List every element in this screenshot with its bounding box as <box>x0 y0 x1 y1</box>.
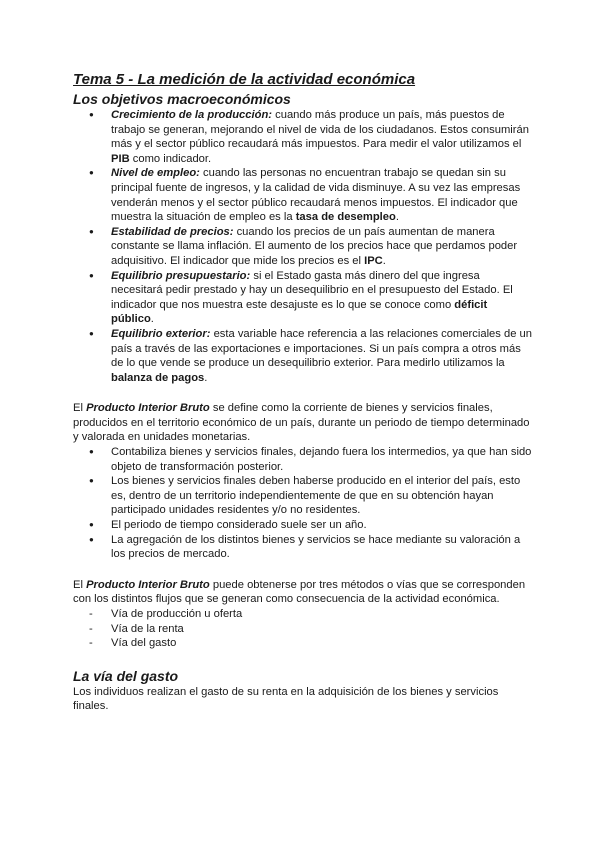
list-item: ● Equilibrio presupuestario: si el Estado gasta más dinero del que ingresa necesitará pedir prestado y hay un desequilibrio en el presupuesto del Estado. El indicador que nos muestra este desajuste es lo que se conoce como déficit público. <box>111 269 533 327</box>
page-title: Tema 5 - La medición de la actividad económica <box>73 71 416 88</box>
section-heading-via-gasto: La vía del gasto <box>73 667 179 684</box>
pib-definition: El Producto Interior Bruto se define como la corriente de bienes y servicios finales, producidos en el territorio económico de un país, durante un periodo de tiempo determinado y valorada en unidades monetarias. <box>73 402 530 444</box>
list-item: ● La agregación de los distintos bienes y servicios se hace mediante su valoración a los precios de mercado. <box>111 533 533 562</box>
pib-methods: El Producto Interior Bruto puede obtenerse por tres métodos o vías que se corresponden con los distintos flujos que se generan como consecuencia de la actividad económica. <box>73 578 526 606</box>
list-item: - Vía de la renta <box>111 622 533 637</box>
pib-methods-list <box>73 607 533 651</box>
list-item: ● Estabilidad de precios: cuando los precios de un país aumentan de manera constante se llama inflación. El aumento de los precios hace que perdamos poder adquisitivo. El indicador que mide los precios es el IPC. <box>111 225 533 269</box>
section-heading-objetivos: Los objetivos macroeconómicos <box>73 91 291 107</box>
list-item: ● Nivel de empleo: cuando las personas no encuentran trabajo se quedan sin su principal fuente de ingresos, y la calidad de vida disminuye. A su vez las empresas venderán menos y el sector público recaudará menos impuestos. El indicador que muestra la situación de empleo es la tasa de desempleo. <box>111 166 533 224</box>
objetivos-list <box>73 108 533 385</box>
list-item: ● Los bienes y servicios finales deben haberse producido en el interior del país, esto es, dentro de un territorio independientemente de que en su obtención hayan participado unidades residentes y/o no residentes. <box>111 474 533 518</box>
via-gasto-text: Los individuos realizan el gasto de su renta en la adquisición de los bienes y servicios finales. <box>73 685 499 713</box>
pib-characteristics-list <box>73 445 533 562</box>
list-item: ● Crecimiento de la producción: cuando más produce un país, más puestos de trabajo se generan, mejorando el nivel de vida de los ciudadanos. Estos consumirán más y el sector público recaudará más impuestos. Para medir el valor utilizamos el PIB como indicador. <box>111 108 533 166</box>
list-item: - Vía de producción u oferta <box>111 607 533 622</box>
document-content <box>73 70 533 714</box>
list-item: ● Equilibrio exterior: esta variable hace referencia a las relaciones comerciales de un país a través de las exportaciones e importaciones. Si un país compra a otros más de lo que vende se produce un desequilibrio exterior. Para medirlo utilizamos la balanza de pagos. <box>111 327 533 385</box>
list-item: ● Contabiliza bienes y servicios finales, dejando fuera los intermedios, ya que han sido objeto de transformación posterior. <box>111 445 533 474</box>
list-item: ● El periodo de tiempo considerado suele ser un año. <box>111 518 533 533</box>
list-item: - Vía del gasto <box>111 636 533 651</box>
